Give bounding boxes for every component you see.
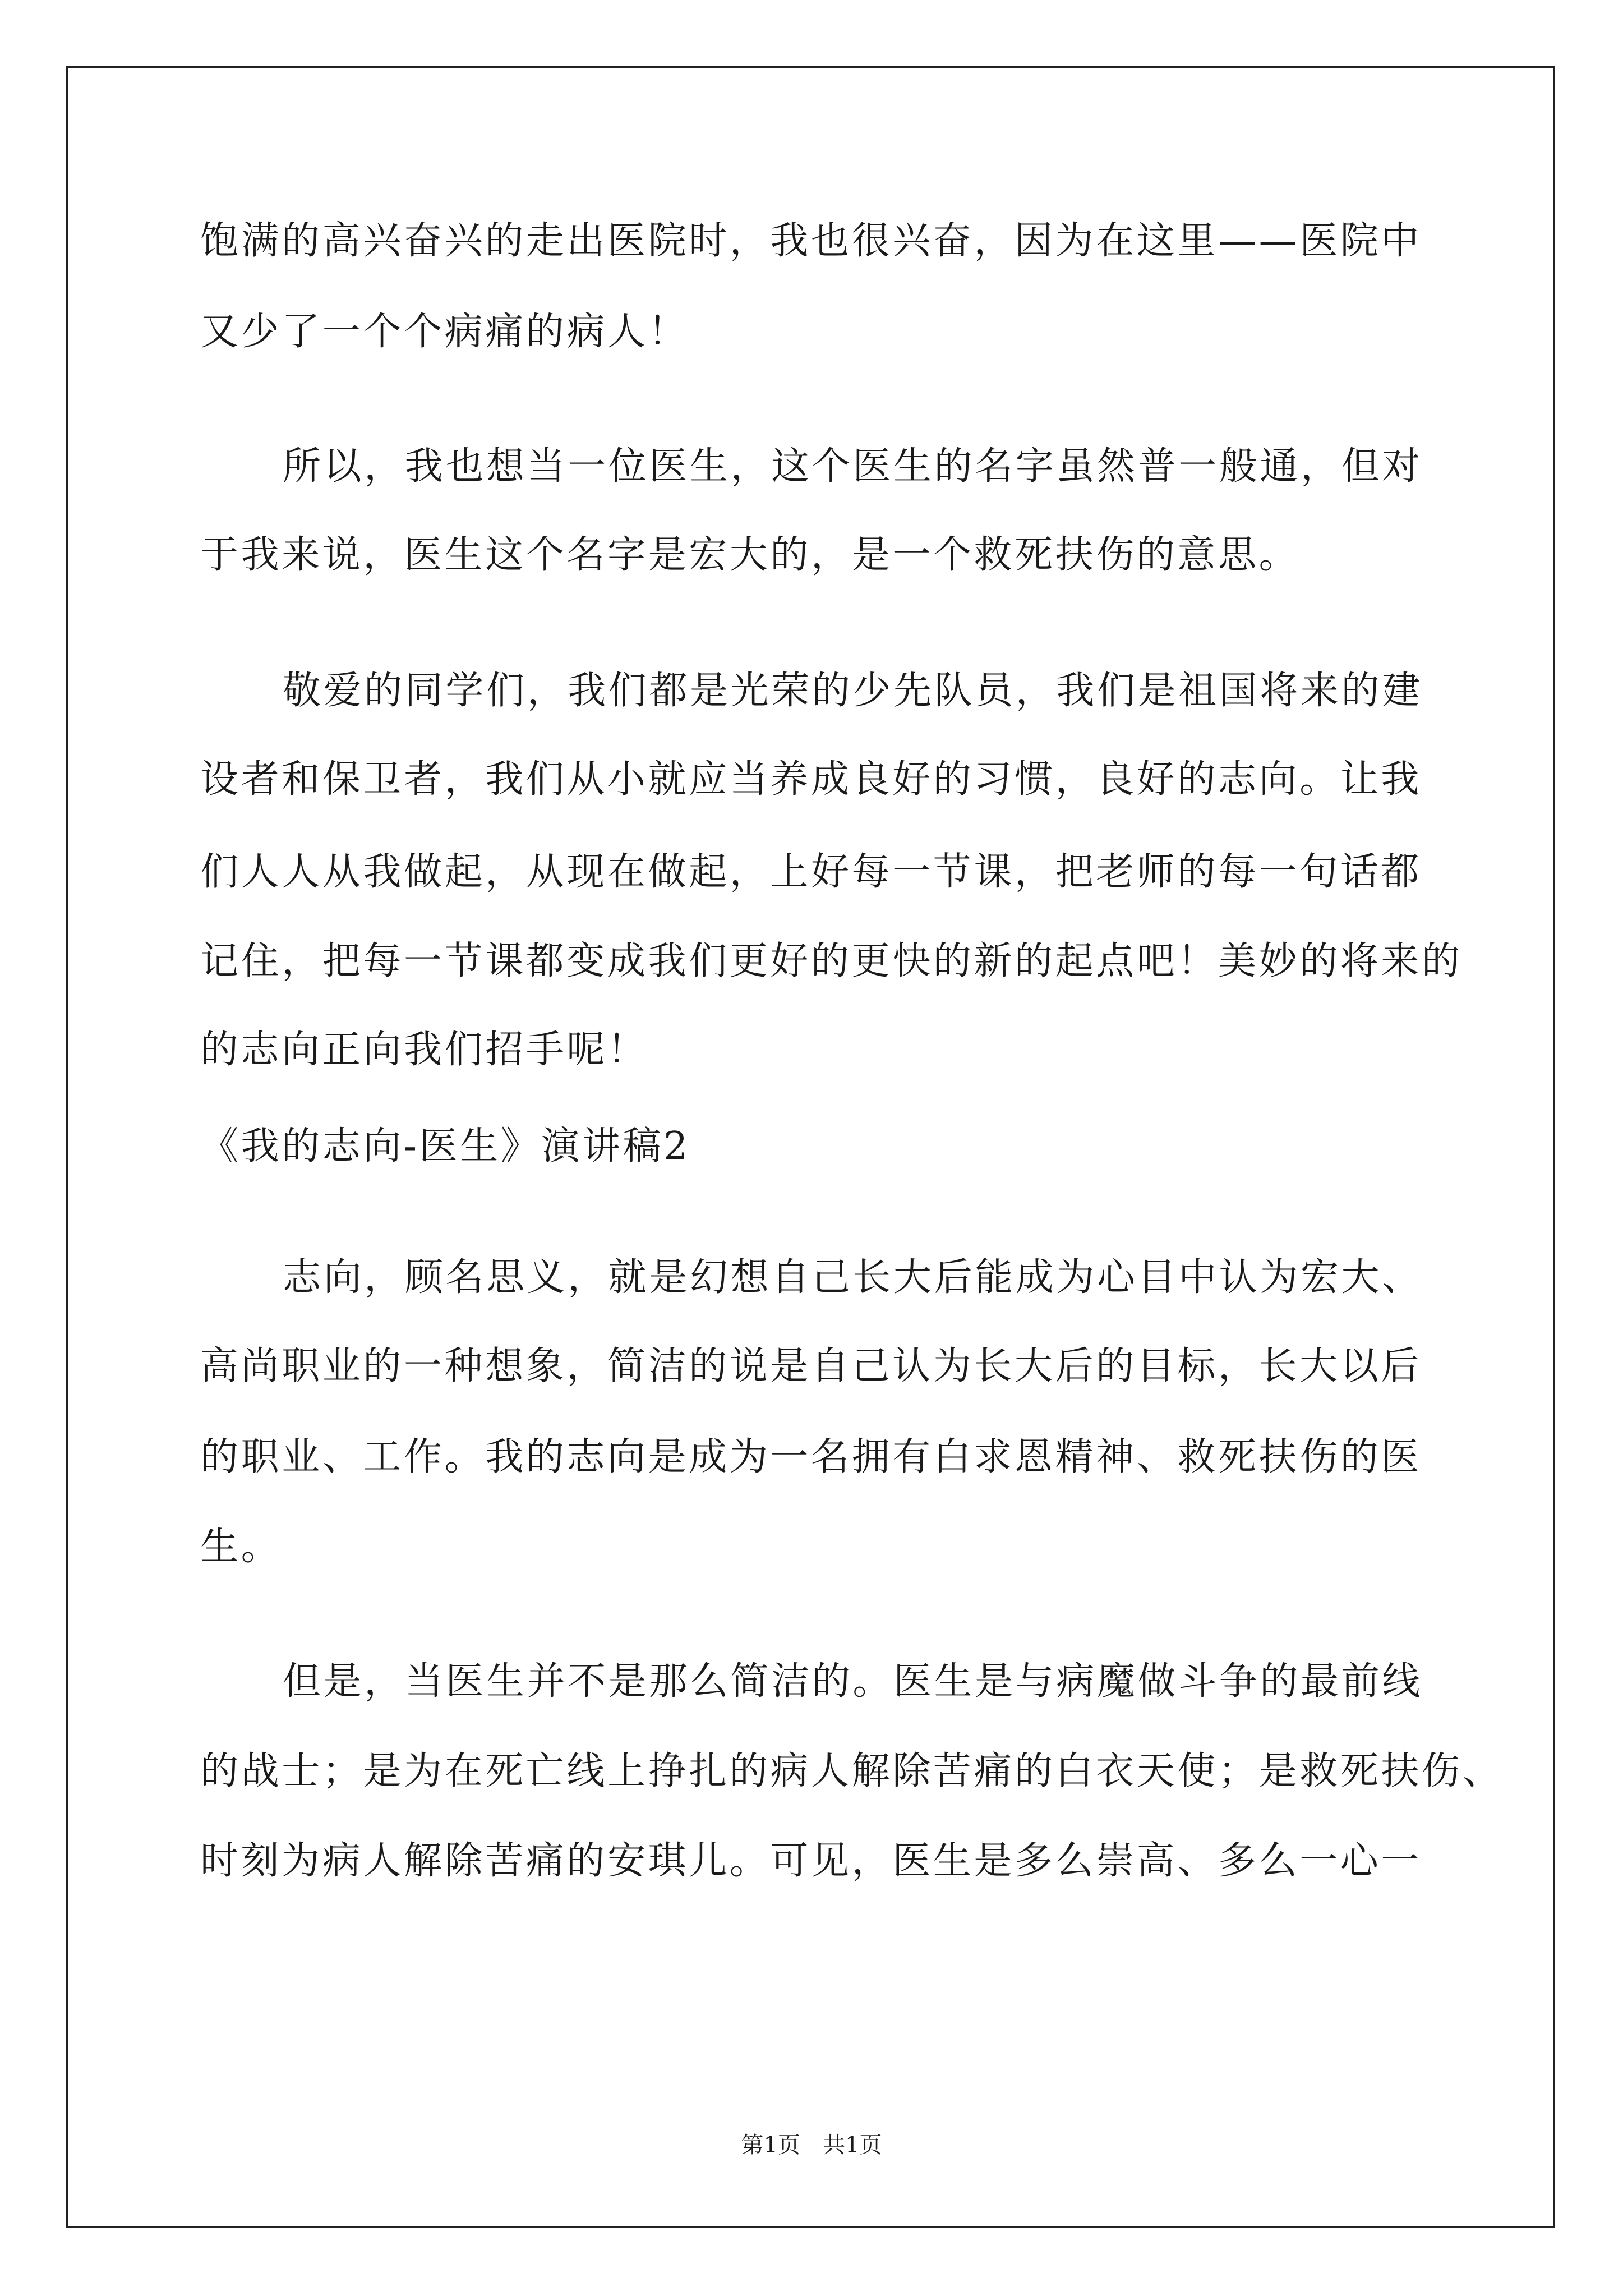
text-line: 高尚职业的一种想象，简洁的说是自己认为长大后的目标，长大以后 [200,1344,1422,1388]
text-line: 的志向正向我们招手呢！ [200,1028,648,1072]
paragraph-start-line: 敬爱的同学们，我们都是光荣的少先队员，我们是祖国将来的建 [283,669,1423,713]
text-line: 于我来说，医生这个名字是宏大的，是一个救死扶伤的意思。 [200,533,1300,577]
paragraph-start-line: 志向，顾名思义，就是幻想自己长大后能成为心目中认为宏大、 [283,1255,1423,1300]
text-line: 饱满的高兴奋兴的走出医院时，我也很兴奋，因为在这里——医院中 [200,219,1422,263]
text-line: 记住，把每一节课都变成我们更好的更快的新的起点吧！美妙的将来的 [200,939,1463,983]
page-number-footer: 第1页 共1页 [741,2132,882,2158]
text-line: 们人人从我做起，从现在做起，上好每一节课，把老师的每一句话都 [200,850,1422,894]
text-line: 设者和保卫者，我们从小就应当养成良好的习惯，良好的志向。让我 [200,757,1422,802]
section-heading: 《我的志向-医生》演讲稿2 [200,1124,691,1168]
paragraph-start-line: 所以，我也想当一位医生，这个医生的名字虽然普一般通，但对 [283,444,1423,489]
text-line: 时刻为病人解除苦痛的安琪儿。可见，医生是多么崇高、多么一心一 [200,1839,1422,1883]
text-line: 的职业、工作。我的志向是成为一名拥有白求恩精神、救死扶伤的医 [200,1435,1422,1479]
text-line: 生。 [200,1525,282,1569]
text-line: 的战士；是为在死亡线上挣扎的病人解除苦痛的白衣天使；是救死扶伤、 [200,1749,1504,1793]
paragraph-start-line: 但是，当医生并不是那么简洁的。医生是与病魔做斗争的最前线 [283,1659,1423,1704]
text-line: 又少了一个个病痛的病人！ [200,310,689,354]
